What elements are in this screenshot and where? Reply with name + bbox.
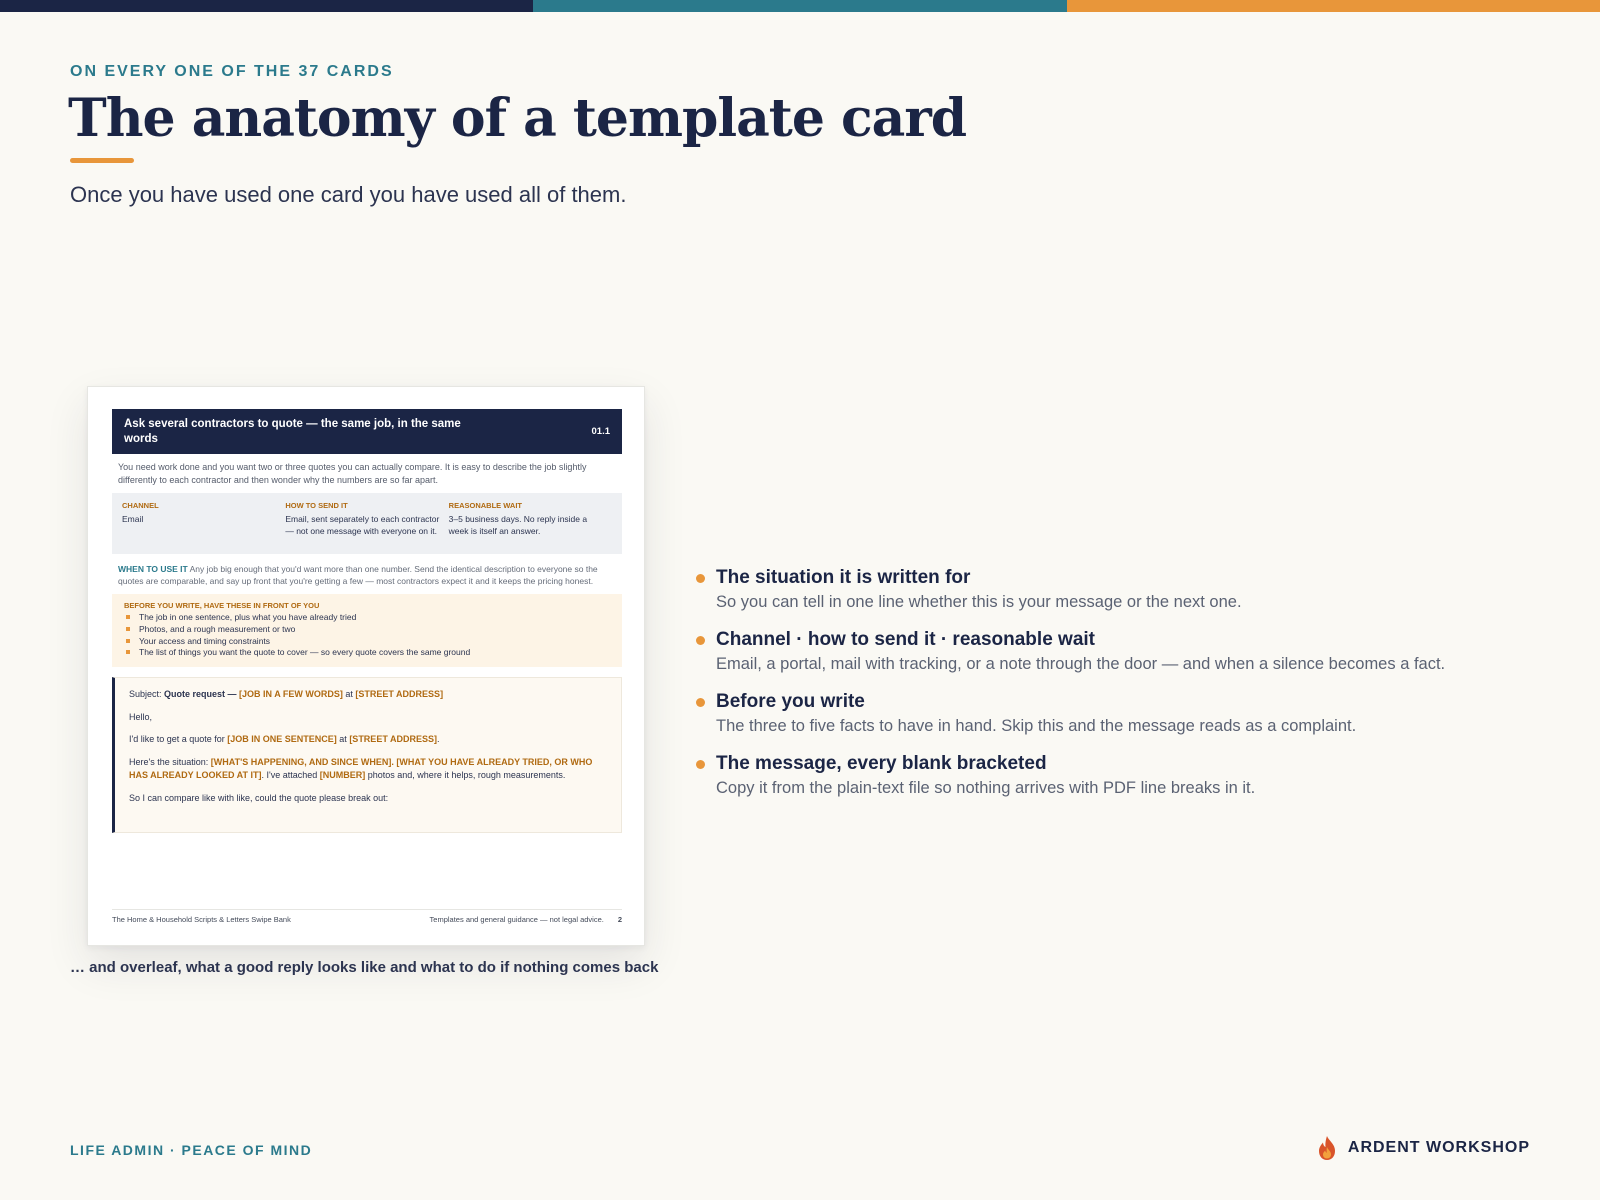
message-subject (129, 688, 607, 702)
before-item: Your access and timing constraints (124, 636, 610, 648)
message-line (129, 756, 607, 783)
callout-heading: Channel · how to send it · reasonable wait (716, 629, 1095, 650)
callout-heading: Before you write (716, 691, 865, 712)
brand-logo (1316, 1135, 1530, 1161)
blank-placeholder: [WHAT'S HAPPENING, AND SINCE WHEN] (210, 756, 392, 767)
card-intro: You need work done and you want two or three quotes you can actually compare. It is easy to describe the job slightly differently to each contractor and then wonder why the numbers are so far apart. (118, 462, 587, 485)
callout-heading: The situation it is written for (716, 567, 971, 588)
callout-description: Copy it from the plain-text file so nothing arrives with PDF line breaks in it. (716, 779, 1256, 797)
card-body (112, 409, 622, 833)
footer-tagline: LIFE ADMIN · PEACE OF MIND (70, 1142, 313, 1158)
subject-prefix: Subject: (129, 689, 165, 700)
top-accent-bar (0, 0, 1600, 12)
subject-text: Quote request — (164, 689, 240, 700)
top-bar-segment-teal (533, 0, 1066, 12)
text: at (336, 734, 350, 745)
meta-value: 3–5 business days. No reply inside a week is itself an answer. (448, 514, 588, 536)
brand-name: ARDENT WORKSHOP (1347, 1139, 1530, 1156)
text: . (436, 734, 440, 745)
bullet-dot-icon (696, 760, 705, 769)
meta-label: CHANNEL (122, 501, 159, 510)
anatomy-callouts (696, 566, 1576, 814)
title-underline (70, 158, 134, 163)
meta-how-to-send (285, 501, 448, 548)
callout-description: So you can tell in one line whether this is your message or the next one. (716, 593, 1242, 611)
eyebrow: ON EVERY ONE OF THE 37 CARDS (70, 63, 394, 80)
card-footer-left: The Home & Household Scripts & Letters Swipe Bank (112, 915, 291, 924)
callout-heading: The message, every blank bracketed (716, 753, 1047, 774)
subject-at: at (342, 689, 356, 700)
message-block (112, 677, 622, 833)
message-line (129, 733, 607, 747)
top-bar-segment-navy (0, 0, 533, 12)
callout-item (696, 628, 1576, 676)
text: . I've attached (261, 770, 320, 781)
blank-placeholder: [NUMBER] (319, 770, 366, 781)
text: Here's the situation: (129, 756, 211, 767)
callout-item (696, 752, 1576, 800)
meta-label: HOW TO SEND IT (285, 501, 348, 510)
template-card-preview (87, 386, 645, 946)
before-item: The list of things you want the quote to cover — so every quote covers the same ground (124, 647, 610, 659)
card-meta-row (112, 493, 622, 554)
when-to-use (112, 554, 622, 594)
text: I'd like to get a quote for (129, 734, 228, 745)
flame-icon (1316, 1135, 1338, 1161)
message-greeting: Hello, (129, 711, 153, 722)
meta-label: REASONABLE WAIT (448, 501, 522, 510)
page-number: 2 (617, 915, 622, 924)
text: . (391, 756, 397, 767)
bullet-dot-icon (696, 574, 705, 583)
message-line: So I can compare like with like, could the quote please break out: (129, 792, 389, 803)
blank-placeholder: [WHAT YOU HAVE ALREADY TRIED, OR WHO HAS ALREADY LOOKED AT IT] (129, 756, 593, 781)
overleaf-caption: … and overleaf, what a good reply looks like and what to do if nothing comes back (70, 959, 659, 976)
callout-item (696, 690, 1576, 738)
card-footer-right (430, 915, 622, 924)
meta-channel (122, 501, 285, 548)
blank-placeholder: [STREET ADDRESS] (355, 689, 444, 700)
before-label: BEFORE YOU WRITE, HAVE THESE IN FRONT OF YOU (124, 601, 320, 610)
card-footer (112, 909, 622, 924)
disclaimer: Templates and general guidance — not legal advice. (429, 915, 604, 924)
when-label: WHEN TO USE IT (118, 564, 188, 574)
when-text: Any job big enough that you'd want more than one number. Send the identical description to everyone so the quotes are comparable, and say up front that you're getting a few — most contractors expect it and it keeps the pricing honest. (118, 564, 598, 586)
meta-reasonable-wait (449, 501, 612, 548)
blank-placeholder: [JOB IN A FEW WORDS] (239, 689, 343, 700)
before-you-write-box (112, 594, 622, 667)
meta-value: Email (122, 514, 144, 524)
before-item: Photos, and a rough measurement or two (124, 624, 610, 636)
card-number: 01.1 (591, 426, 610, 437)
card-title: Ask several contractors to quote — the same job, in the same words (124, 417, 461, 445)
card-header (112, 409, 622, 454)
before-item: The job in one sentence, plus what you have already tried (124, 612, 610, 624)
callout-description: Email, a portal, mail with tracking, or a note through the door — and when a silence becomes a fact. (716, 655, 1446, 673)
callout-item (696, 566, 1576, 614)
meta-value: Email, sent separately to each contractor — not one message with everyone on it. (285, 514, 440, 536)
blank-placeholder: [STREET ADDRESS] (349, 734, 437, 745)
page-title: The anatomy of a template card (68, 88, 967, 149)
callout-description: The three to five facts to have in hand. Skip this and the message reads as a complaint. (716, 717, 1357, 735)
page-subtitle: Once you have used one card you have used all of them. (70, 182, 627, 207)
top-bar-segment-orange (1067, 0, 1600, 12)
text: photos and, where it helps, rough measurements. (365, 770, 566, 781)
bullet-dot-icon (696, 698, 705, 707)
bullet-dot-icon (696, 636, 705, 645)
blank-placeholder: [JOB IN ONE SENTENCE] (227, 734, 337, 745)
